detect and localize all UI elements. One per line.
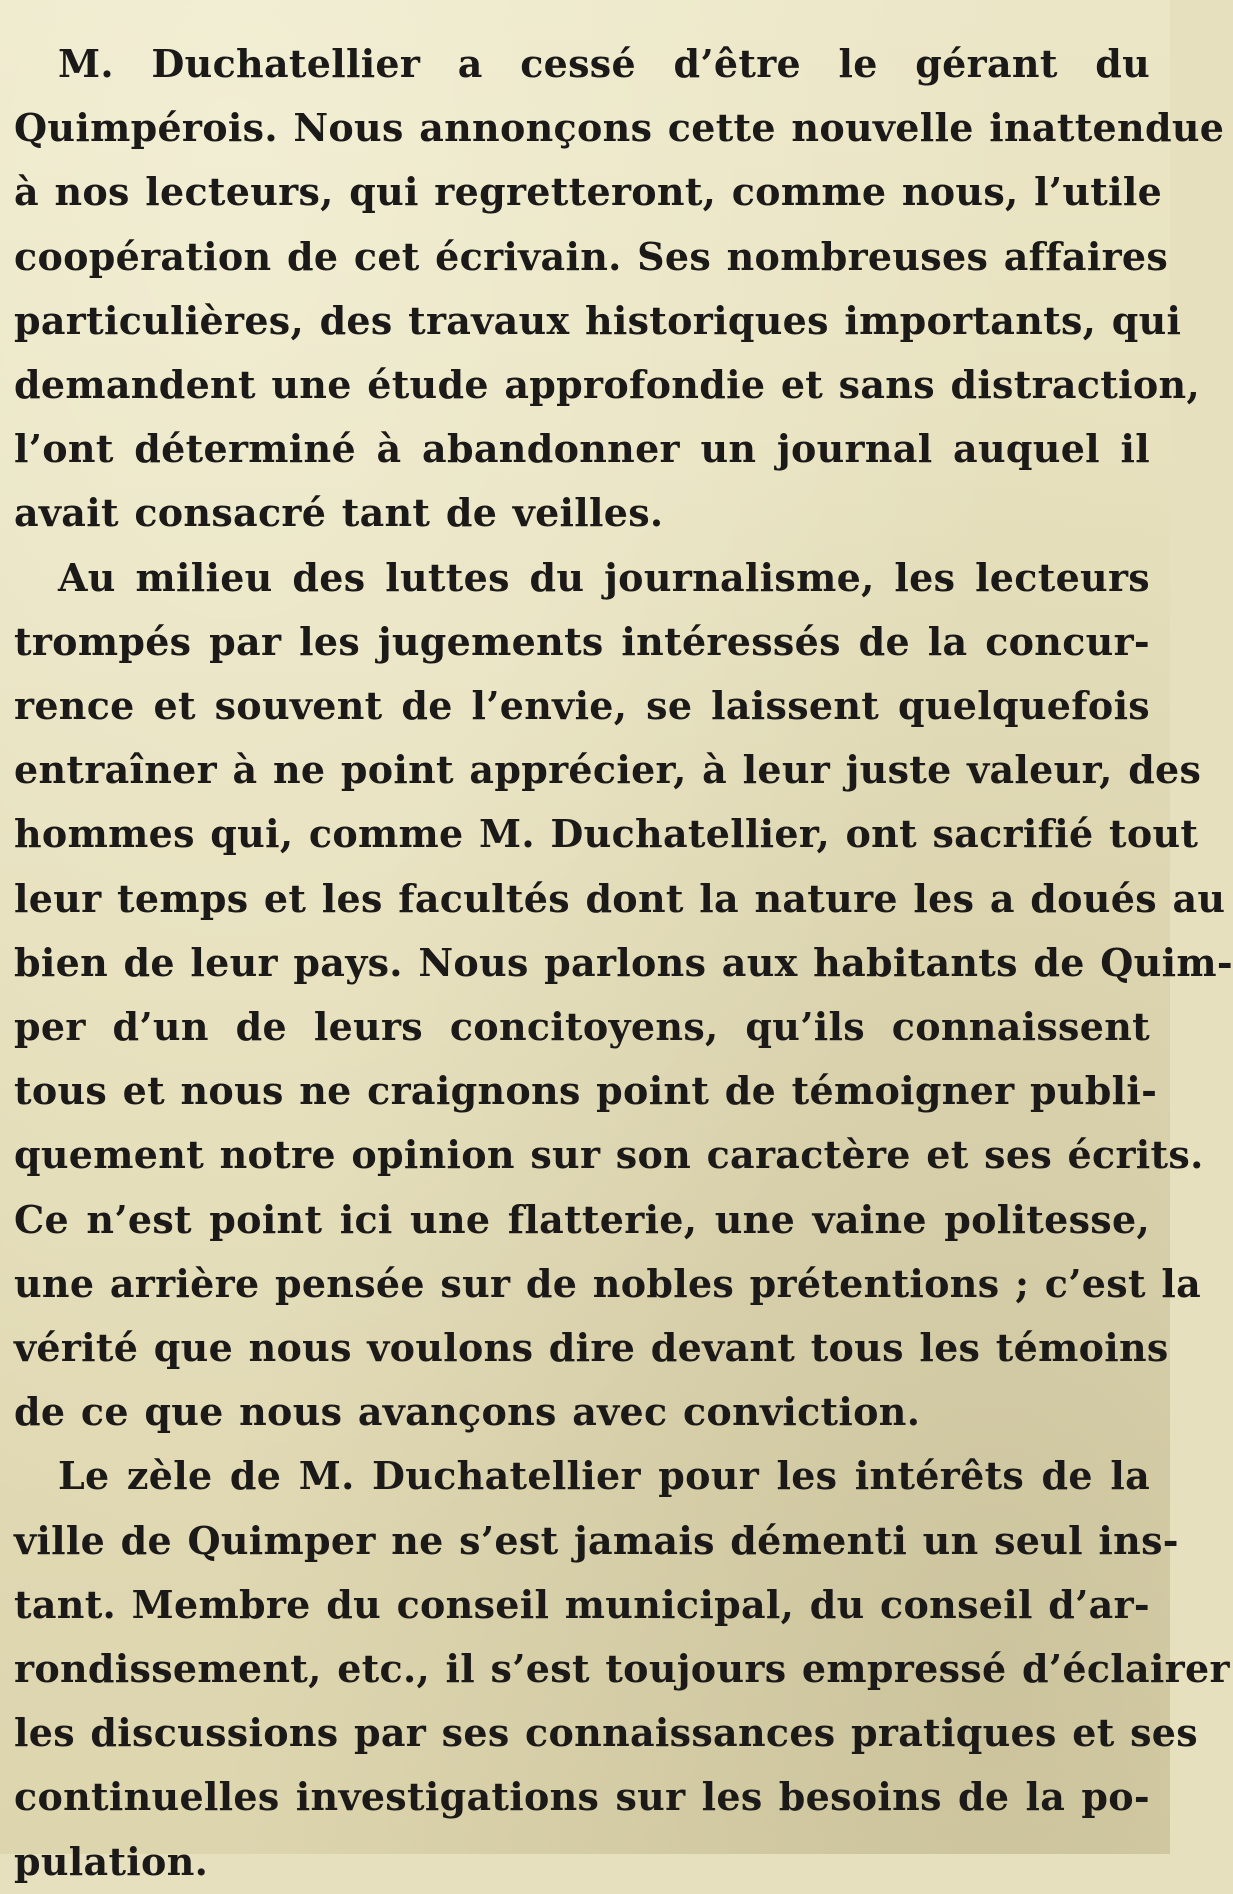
- text-line: Le zèle de M. Duchatellier pour les intérêts de la: [58, 1453, 1150, 1499]
- text-line: Ce n’est point ici une flatterie, une vaine politesse,: [14, 1196, 1150, 1242]
- text-line: coopération de cet écrivain. Ses nombreuses affaires: [14, 233, 1169, 279]
- text-line: per d’un de leurs concitoyens, qu’ils connaissent: [14, 1004, 1150, 1050]
- text-line: les discussions par ses connaissances pratiques et ses: [14, 1710, 1198, 1756]
- text-line: tant. Membre du conseil municipal, du conseil d’ar-: [14, 1581, 1150, 1627]
- paragraph-1: [14, 32, 1225, 546]
- text-line: M. Duchatellier a cessé d’être le gérant du: [58, 41, 1150, 86]
- text-line: de ce que nous avançons avec conviction.: [14, 1389, 921, 1435]
- text-line: l’ont déterminé à abandonner un journal auquel il: [14, 426, 1150, 472]
- text-line: rondissement, etc., il s’est toujours empressé d’éclairer: [14, 1646, 1230, 1692]
- text-line: bien de leur pays. Nous parlons aux habitants de Quim-: [14, 939, 1233, 985]
- text-line: à nos lecteurs, qui regretteront, comme nous, l’utile: [14, 169, 1163, 215]
- text-line: particulières, des travaux historiques importants, qui: [14, 297, 1182, 343]
- text-line: une arrière pensée sur de nobles prétentions ; c’est la: [14, 1260, 1201, 1306]
- text-line: ville de Quimper ne s’est jamais démenti un seul ins-: [14, 1517, 1179, 1563]
- text-line: demandent une étude approfondie et sans distraction,: [14, 362, 1200, 408]
- text-line: Au milieu des luttes du journalisme, les lecteurs: [58, 554, 1150, 600]
- text-line: hommes qui, comme M. Duchatellier, ont sacrifié tout: [14, 811, 1199, 857]
- article-body: [14, 32, 1233, 1894]
- text-line: leur temps et les facultés dont la nature les a doués au: [14, 875, 1226, 921]
- text-line: pulation.: [14, 1838, 209, 1884]
- text-line: rence et souvent de l’envie, se laissent quelquefois: [14, 683, 1150, 729]
- text-line: Quimpérois. Nous annonçons cette nouvelle inattendue: [14, 105, 1225, 151]
- text-line: quement notre opinion sur son caractère et ses écrits.: [14, 1132, 1204, 1178]
- text-line: tous et nous ne craignons point de témoigner publi-: [14, 1068, 1158, 1114]
- text-line: avait consacré tant de veilles.: [14, 490, 664, 536]
- paragraph-3: [14, 1444, 1230, 1893]
- text-line: entraîner à ne point apprécier, à leur juste valeur, des: [14, 747, 1202, 793]
- paragraph-2: [14, 546, 1233, 1445]
- text-line: continuelles investigations sur les besoins de la po-: [14, 1774, 1150, 1820]
- text-line: vérité que nous voulons dire devant tous les témoins: [14, 1325, 1169, 1371]
- text-line: trompés par les jugements intéressés de la concur-: [14, 618, 1150, 664]
